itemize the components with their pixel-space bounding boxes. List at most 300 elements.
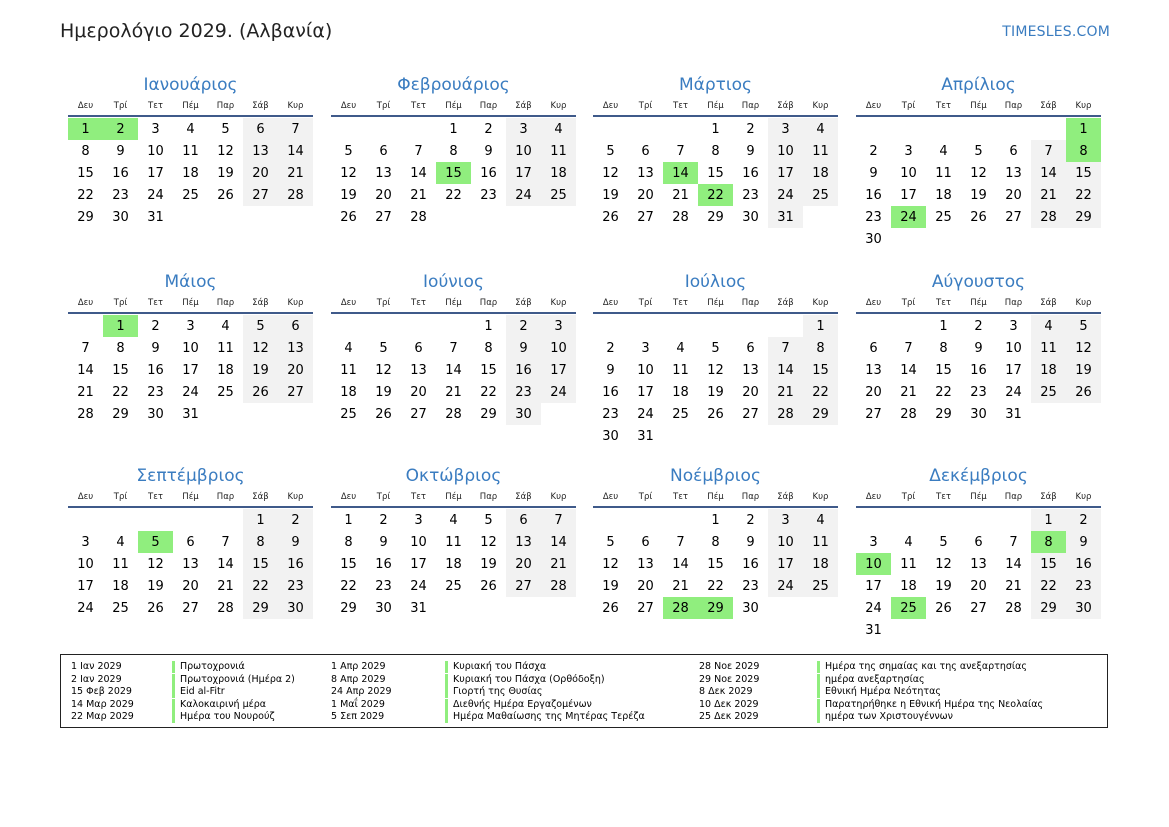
day-cell[interactable]: 24 xyxy=(506,184,541,206)
day-cell[interactable]: 14 xyxy=(410,165,427,181)
holiday-day-cell[interactable]: 14 xyxy=(663,162,698,184)
day-cell[interactable]: 31 xyxy=(637,428,654,444)
day-cell[interactable]: 17 xyxy=(77,578,94,594)
day-cell[interactable]: 21 xyxy=(541,553,576,575)
day-cell[interactable]: 17 xyxy=(768,553,803,575)
day-cell[interactable]: 1 xyxy=(711,121,720,137)
day-cell[interactable]: 12 xyxy=(602,556,619,572)
day-cell[interactable]: 24 xyxy=(865,600,882,616)
day-cell[interactable]: 29 xyxy=(1066,206,1101,228)
day-cell[interactable]: 31 xyxy=(865,622,882,638)
day-cell[interactable]: 29 xyxy=(340,600,357,616)
day-cell[interactable]: 25 xyxy=(803,575,838,597)
day-cell[interactable]: 10 xyxy=(506,140,541,162)
day-cell[interactable]: 8 xyxy=(484,340,493,356)
day-cell[interactable]: 22 xyxy=(340,578,357,594)
day-cell[interactable]: 26 xyxy=(217,187,234,203)
day-cell[interactable]: 4 xyxy=(449,512,458,528)
brand-link[interactable]: TIMESLES.COM xyxy=(1002,24,1110,40)
day-cell[interactable]: 13 xyxy=(742,362,759,378)
day-cell[interactable]: 26 xyxy=(602,600,619,616)
day-cell[interactable]: 19 xyxy=(935,578,952,594)
day-cell[interactable]: 16 xyxy=(742,165,759,181)
day-cell[interactable]: 18 xyxy=(900,578,917,594)
day-cell[interactable]: 12 xyxy=(970,165,987,181)
day-cell[interactable]: 17 xyxy=(506,162,541,184)
day-cell[interactable]: 2 xyxy=(974,318,983,334)
day-cell[interactable]: 11 xyxy=(900,556,917,572)
day-cell[interactable]: 4 xyxy=(221,318,230,334)
day-cell[interactable]: 20 xyxy=(243,162,278,184)
holiday-day-cell[interactable]: 15 xyxy=(436,162,471,184)
day-cell[interactable]: 30 xyxy=(865,231,882,247)
day-cell[interactable]: 4 xyxy=(904,534,913,550)
day-cell[interactable]: 18 xyxy=(803,553,838,575)
day-cell[interactable]: 27 xyxy=(865,406,882,422)
day-cell[interactable]: 28 xyxy=(1031,206,1066,228)
day-cell[interactable]: 21 xyxy=(77,384,94,400)
day-cell[interactable]: 2 xyxy=(151,318,160,334)
day-cell[interactable]: 7 xyxy=(1009,534,1018,550)
day-cell[interactable]: 21 xyxy=(768,381,803,403)
day-cell[interactable]: 5 xyxy=(484,512,493,528)
day-cell[interactable]: 15 xyxy=(77,165,94,181)
day-cell[interactable]: 19 xyxy=(970,187,987,203)
day-cell[interactable]: 14 xyxy=(77,362,94,378)
day-cell[interactable]: 16 xyxy=(147,362,164,378)
day-cell[interactable]: 20 xyxy=(375,187,392,203)
day-cell[interactable]: 6 xyxy=(379,143,388,159)
day-cell[interactable]: 20 xyxy=(637,578,654,594)
day-cell[interactable]: 4 xyxy=(116,534,125,550)
day-cell[interactable]: 3 xyxy=(869,534,878,550)
holiday-day-cell[interactable]: 1 xyxy=(103,315,138,337)
day-cell[interactable]: 6 xyxy=(746,340,755,356)
day-cell[interactable]: 6 xyxy=(869,340,878,356)
day-cell[interactable]: 8 xyxy=(81,143,90,159)
day-cell[interactable]: 15 xyxy=(480,362,497,378)
day-cell[interactable]: 8 xyxy=(449,143,458,159)
day-cell[interactable]: 13 xyxy=(1005,165,1022,181)
day-cell[interactable]: 18 xyxy=(672,384,689,400)
day-cell[interactable]: 19 xyxy=(375,384,392,400)
day-cell[interactable]: 4 xyxy=(676,340,685,356)
day-cell[interactable]: 14 xyxy=(445,362,462,378)
day-cell[interactable]: 26 xyxy=(480,578,497,594)
day-cell[interactable]: 27 xyxy=(182,600,199,616)
holiday-day-cell[interactable]: 8 xyxy=(1031,531,1066,553)
day-cell[interactable]: 24 xyxy=(410,578,427,594)
holiday-day-cell[interactable]: 22 xyxy=(698,184,733,206)
day-cell[interactable]: 24 xyxy=(77,600,94,616)
day-cell[interactable]: 12 xyxy=(147,556,164,572)
day-cell[interactable]: 12 xyxy=(935,556,952,572)
day-cell[interactable]: 28 xyxy=(217,600,234,616)
day-cell[interactable]: 28 xyxy=(672,209,689,225)
day-cell[interactable]: 11 xyxy=(803,531,838,553)
day-cell[interactable]: 29 xyxy=(707,209,724,225)
day-cell[interactable]: 3 xyxy=(414,512,423,528)
day-cell[interactable]: 19 xyxy=(217,165,234,181)
day-cell[interactable]: 22 xyxy=(1031,575,1066,597)
day-cell[interactable]: 27 xyxy=(278,381,313,403)
day-cell[interactable]: 24 xyxy=(541,381,576,403)
day-cell[interactable]: 31 xyxy=(147,209,164,225)
day-cell[interactable]: 27 xyxy=(1005,209,1022,225)
day-cell[interactable]: 30 xyxy=(375,600,392,616)
day-cell[interactable]: 2 xyxy=(606,340,615,356)
day-cell[interactable]: 13 xyxy=(410,362,427,378)
day-cell[interactable]: 1 xyxy=(243,509,278,531)
day-cell[interactable]: 7 xyxy=(449,340,458,356)
day-cell[interactable]: 14 xyxy=(768,359,803,381)
day-cell[interactable]: 10 xyxy=(768,140,803,162)
day-cell[interactable]: 10 xyxy=(182,340,199,356)
day-cell[interactable]: 30 xyxy=(1066,597,1101,619)
day-cell[interactable]: 13 xyxy=(506,531,541,553)
day-cell[interactable]: 17 xyxy=(410,556,427,572)
day-cell[interactable]: 16 xyxy=(480,165,497,181)
day-cell[interactable]: 1 xyxy=(939,318,948,334)
day-cell[interactable]: 30 xyxy=(742,600,759,616)
day-cell[interactable]: 22 xyxy=(707,578,724,594)
day-cell[interactable]: 18 xyxy=(1031,359,1066,381)
day-cell[interactable]: 14 xyxy=(278,140,313,162)
day-cell[interactable]: 22 xyxy=(935,384,952,400)
day-cell[interactable]: 1 xyxy=(484,318,493,334)
day-cell[interactable]: 25 xyxy=(340,406,357,422)
day-cell[interactable]: 10 xyxy=(1005,340,1022,356)
day-cell[interactable]: 16 xyxy=(865,187,882,203)
day-cell[interactable]: 24 xyxy=(768,184,803,206)
day-cell[interactable]: 5 xyxy=(379,340,388,356)
holiday-day-cell[interactable]: 2 xyxy=(103,118,138,140)
holiday-day-cell[interactable]: 24 xyxy=(891,206,926,228)
holiday-day-cell[interactable]: 5 xyxy=(138,531,173,553)
day-cell[interactable]: 20 xyxy=(970,578,987,594)
day-cell[interactable]: 20 xyxy=(637,187,654,203)
day-cell[interactable]: 29 xyxy=(480,406,497,422)
day-cell[interactable]: 5 xyxy=(606,534,615,550)
day-cell[interactable]: 26 xyxy=(707,406,724,422)
day-cell[interactable]: 18 xyxy=(935,187,952,203)
day-cell[interactable]: 22 xyxy=(112,384,129,400)
holiday-day-cell[interactable]: 1 xyxy=(1066,118,1101,140)
day-cell[interactable]: 26 xyxy=(375,406,392,422)
day-cell[interactable]: 8 xyxy=(344,534,353,550)
day-cell[interactable]: 25 xyxy=(445,578,462,594)
day-cell[interactable]: 25 xyxy=(217,384,234,400)
day-cell[interactable]: 2 xyxy=(746,121,755,137)
day-cell[interactable]: 20 xyxy=(182,578,199,594)
day-cell[interactable]: 3 xyxy=(768,509,803,531)
day-cell[interactable]: 9 xyxy=(484,143,493,159)
day-cell[interactable]: 4 xyxy=(803,509,838,531)
day-cell[interactable]: 9 xyxy=(116,143,125,159)
day-cell[interactable]: 7 xyxy=(676,143,685,159)
day-cell[interactable]: 9 xyxy=(379,534,388,550)
day-cell[interactable]: 23 xyxy=(506,381,541,403)
day-cell[interactable]: 17 xyxy=(900,187,917,203)
day-cell[interactable]: 4 xyxy=(803,118,838,140)
day-cell[interactable]: 24 xyxy=(768,575,803,597)
day-cell[interactable]: 16 xyxy=(970,362,987,378)
day-cell[interactable]: 9 xyxy=(606,362,615,378)
day-cell[interactable]: 14 xyxy=(1005,556,1022,572)
day-cell[interactable]: 27 xyxy=(243,184,278,206)
day-cell[interactable]: 6 xyxy=(414,340,423,356)
day-cell[interactable]: 7 xyxy=(278,118,313,140)
day-cell[interactable]: 9 xyxy=(506,337,541,359)
day-cell[interactable]: 21 xyxy=(445,384,462,400)
day-cell[interactable]: 21 xyxy=(1005,578,1022,594)
day-cell[interactable]: 3 xyxy=(81,534,90,550)
day-cell[interactable]: 9 xyxy=(278,531,313,553)
day-cell[interactable]: 7 xyxy=(414,143,423,159)
day-cell[interactable]: 2 xyxy=(506,315,541,337)
day-cell[interactable]: 28 xyxy=(278,184,313,206)
day-cell[interactable]: 28 xyxy=(77,406,94,422)
day-cell[interactable]: 27 xyxy=(637,209,654,225)
day-cell[interactable]: 7 xyxy=(541,509,576,531)
day-cell[interactable]: 30 xyxy=(742,209,759,225)
day-cell[interactable]: 22 xyxy=(77,187,94,203)
day-cell[interactable]: 9 xyxy=(746,534,755,550)
day-cell[interactable]: 9 xyxy=(869,165,878,181)
day-cell[interactable]: 16 xyxy=(742,556,759,572)
day-cell[interactable]: 23 xyxy=(742,187,759,203)
day-cell[interactable]: 13 xyxy=(970,556,987,572)
day-cell[interactable]: 4 xyxy=(186,121,195,137)
day-cell[interactable]: 1 xyxy=(449,121,458,137)
day-cell[interactable]: 5 xyxy=(221,121,230,137)
day-cell[interactable]: 3 xyxy=(1009,318,1018,334)
day-cell[interactable]: 18 xyxy=(112,578,129,594)
day-cell[interactable]: 23 xyxy=(970,384,987,400)
day-cell[interactable]: 10 xyxy=(768,531,803,553)
day-cell[interactable]: 17 xyxy=(182,362,199,378)
day-cell[interactable]: 28 xyxy=(445,406,462,422)
day-cell[interactable]: 23 xyxy=(112,187,129,203)
day-cell[interactable]: 6 xyxy=(506,509,541,531)
day-cell[interactable]: 12 xyxy=(480,534,497,550)
day-cell[interactable]: 6 xyxy=(186,534,195,550)
day-cell[interactable]: 13 xyxy=(182,556,199,572)
day-cell[interactable]: 8 xyxy=(939,340,948,356)
holiday-day-cell[interactable]: 25 xyxy=(891,597,926,619)
day-cell[interactable]: 5 xyxy=(974,143,983,159)
day-cell[interactable]: 19 xyxy=(147,578,164,594)
day-cell[interactable]: 15 xyxy=(707,165,724,181)
day-cell[interactable]: 30 xyxy=(970,406,987,422)
day-cell[interactable]: 5 xyxy=(243,315,278,337)
day-cell[interactable]: 30 xyxy=(112,209,129,225)
day-cell[interactable]: 12 xyxy=(340,165,357,181)
day-cell[interactable]: 26 xyxy=(340,209,357,225)
day-cell[interactable]: 19 xyxy=(480,556,497,572)
day-cell[interactable]: 15 xyxy=(1066,162,1101,184)
day-cell[interactable]: 27 xyxy=(410,406,427,422)
day-cell[interactable]: 12 xyxy=(243,337,278,359)
day-cell[interactable]: 7 xyxy=(221,534,230,550)
day-cell[interactable]: 19 xyxy=(243,359,278,381)
day-cell[interactable]: 19 xyxy=(340,187,357,203)
day-cell[interactable]: 25 xyxy=(182,187,199,203)
day-cell[interactable]: 2 xyxy=(1066,509,1101,531)
day-cell[interactable]: 1 xyxy=(344,512,353,528)
day-cell[interactable]: 2 xyxy=(746,512,755,528)
day-cell[interactable]: 15 xyxy=(707,556,724,572)
day-cell[interactable]: 30 xyxy=(602,428,619,444)
day-cell[interactable]: 11 xyxy=(541,140,576,162)
day-cell[interactable]: 12 xyxy=(375,362,392,378)
day-cell[interactable]: 25 xyxy=(541,184,576,206)
day-cell[interactable]: 2 xyxy=(278,509,313,531)
day-cell[interactable]: 13 xyxy=(243,140,278,162)
day-cell[interactable]: 23 xyxy=(147,384,164,400)
day-cell[interactable]: 11 xyxy=(935,165,952,181)
day-cell[interactable]: 18 xyxy=(445,556,462,572)
day-cell[interactable]: 9 xyxy=(151,340,160,356)
day-cell[interactable]: 15 xyxy=(243,553,278,575)
day-cell[interactable]: 20 xyxy=(742,384,759,400)
day-cell[interactable]: 31 xyxy=(182,406,199,422)
day-cell[interactable]: 5 xyxy=(344,143,353,159)
day-cell[interactable]: 9 xyxy=(1066,531,1101,553)
day-cell[interactable]: 11 xyxy=(182,143,199,159)
day-cell[interactable]: 16 xyxy=(506,359,541,381)
day-cell[interactable]: 28 xyxy=(768,403,803,425)
day-cell[interactable]: 16 xyxy=(1066,553,1101,575)
day-cell[interactable]: 29 xyxy=(243,597,278,619)
day-cell[interactable]: 31 xyxy=(1005,406,1022,422)
day-cell[interactable]: 6 xyxy=(641,143,650,159)
day-cell[interactable]: 13 xyxy=(278,337,313,359)
day-cell[interactable]: 30 xyxy=(278,597,313,619)
day-cell[interactable]: 23 xyxy=(865,209,882,225)
day-cell[interactable]: 26 xyxy=(1066,381,1101,403)
day-cell[interactable]: 8 xyxy=(116,340,125,356)
day-cell[interactable]: 9 xyxy=(974,340,983,356)
day-cell[interactable]: 27 xyxy=(506,575,541,597)
day-cell[interactable]: 5 xyxy=(711,340,720,356)
day-cell[interactable]: 23 xyxy=(1066,575,1101,597)
day-cell[interactable]: 7 xyxy=(1031,140,1066,162)
day-cell[interactable]: 20 xyxy=(1005,187,1022,203)
day-cell[interactable]: 18 xyxy=(217,362,234,378)
day-cell[interactable]: 28 xyxy=(1005,600,1022,616)
day-cell[interactable]: 1 xyxy=(803,315,838,337)
holiday-day-cell[interactable]: 8 xyxy=(1066,140,1101,162)
day-cell[interactable]: 3 xyxy=(904,143,913,159)
day-cell[interactable]: 29 xyxy=(935,406,952,422)
day-cell[interactable]: 16 xyxy=(278,553,313,575)
day-cell[interactable]: 31 xyxy=(768,206,803,228)
day-cell[interactable]: 9 xyxy=(746,143,755,159)
day-cell[interactable]: 15 xyxy=(112,362,129,378)
day-cell[interactable]: 2 xyxy=(869,143,878,159)
day-cell[interactable]: 6 xyxy=(974,534,983,550)
day-cell[interactable]: 11 xyxy=(445,534,462,550)
day-cell[interactable]: 27 xyxy=(970,600,987,616)
day-cell[interactable]: 14 xyxy=(217,556,234,572)
day-cell[interactable]: 20 xyxy=(865,384,882,400)
day-cell[interactable]: 19 xyxy=(1066,359,1101,381)
day-cell[interactable]: 17 xyxy=(637,384,654,400)
day-cell[interactable]: 21 xyxy=(672,187,689,203)
day-cell[interactable]: 30 xyxy=(147,406,164,422)
day-cell[interactable]: 14 xyxy=(541,531,576,553)
day-cell[interactable]: 16 xyxy=(112,165,129,181)
day-cell[interactable]: 11 xyxy=(340,362,357,378)
day-cell[interactable]: 23 xyxy=(602,406,619,422)
day-cell[interactable]: 22 xyxy=(243,575,278,597)
day-cell[interactable]: 19 xyxy=(602,578,619,594)
day-cell[interactable]: 17 xyxy=(865,578,882,594)
day-cell[interactable]: 26 xyxy=(602,209,619,225)
day-cell[interactable]: 11 xyxy=(1031,337,1066,359)
day-cell[interactable]: 3 xyxy=(151,121,160,137)
day-cell[interactable]: 3 xyxy=(768,118,803,140)
day-cell[interactable]: 4 xyxy=(939,143,948,159)
day-cell[interactable]: 15 xyxy=(803,359,838,381)
day-cell[interactable]: 20 xyxy=(278,359,313,381)
day-cell[interactable]: 17 xyxy=(147,165,164,181)
day-cell[interactable]: 24 xyxy=(147,187,164,203)
day-cell[interactable]: 26 xyxy=(935,600,952,616)
day-cell[interactable]: 8 xyxy=(803,337,838,359)
day-cell[interactable]: 18 xyxy=(541,162,576,184)
day-cell[interactable]: 24 xyxy=(1005,384,1022,400)
day-cell[interactable]: 14 xyxy=(900,362,917,378)
day-cell[interactable]: 21 xyxy=(1031,184,1066,206)
day-cell[interactable]: 8 xyxy=(243,531,278,553)
day-cell[interactable]: 12 xyxy=(707,362,724,378)
day-cell[interactable]: 3 xyxy=(641,340,650,356)
day-cell[interactable]: 3 xyxy=(506,118,541,140)
day-cell[interactable]: 1 xyxy=(711,512,720,528)
day-cell[interactable]: 23 xyxy=(742,578,759,594)
day-cell[interactable]: 15 xyxy=(935,362,952,378)
day-cell[interactable]: 2 xyxy=(484,121,493,137)
day-cell[interactable]: 23 xyxy=(480,187,497,203)
day-cell[interactable]: 8 xyxy=(711,534,720,550)
day-cell[interactable]: 24 xyxy=(182,384,199,400)
day-cell[interactable]: 25 xyxy=(112,600,129,616)
day-cell[interactable]: 24 xyxy=(637,406,654,422)
day-cell[interactable]: 10 xyxy=(410,534,427,550)
day-cell[interactable]: 25 xyxy=(803,184,838,206)
day-cell[interactable]: 4 xyxy=(1031,315,1066,337)
day-cell[interactable]: 27 xyxy=(637,600,654,616)
day-cell[interactable]: 28 xyxy=(900,406,917,422)
day-cell[interactable]: 11 xyxy=(112,556,129,572)
day-cell[interactable]: 13 xyxy=(637,165,654,181)
day-cell[interactable]: 25 xyxy=(1031,381,1066,403)
holiday-day-cell[interactable]: 29 xyxy=(698,597,733,619)
day-cell[interactable]: 27 xyxy=(742,406,759,422)
day-cell[interactable]: 27 xyxy=(375,209,392,225)
day-cell[interactable]: 21 xyxy=(217,578,234,594)
day-cell[interactable]: 7 xyxy=(904,340,913,356)
day-cell[interactable]: 29 xyxy=(77,209,94,225)
day-cell[interactable]: 10 xyxy=(541,337,576,359)
day-cell[interactable]: 10 xyxy=(147,143,164,159)
day-cell[interactable]: 19 xyxy=(602,187,619,203)
holiday-day-cell[interactable]: 10 xyxy=(856,553,891,575)
day-cell[interactable]: 30 xyxy=(506,403,541,425)
day-cell[interactable]: 1 xyxy=(1031,509,1066,531)
